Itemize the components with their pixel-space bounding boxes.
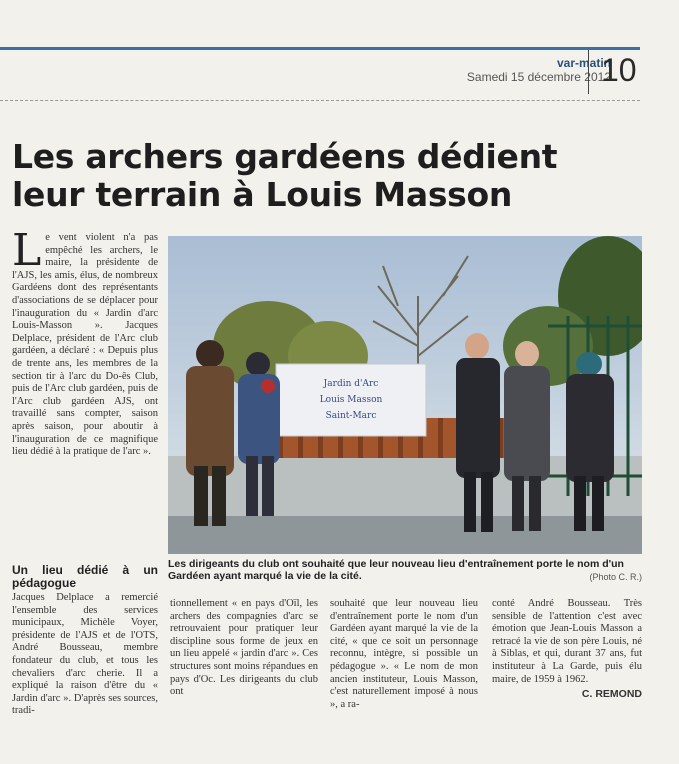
article-column-1 <box>12 225 158 459</box>
header-rule <box>0 47 640 50</box>
article-text-d: conté André Bousseau. Très sensible de l'attention c'est avec émotion que Jean-Louis Masson a retracé la vie de son père Louis, né à Siblas, et qui, durant 37 ans, fut instituteur à La Garde, puis élu maire, de 1959 à 1962. <box>492 598 642 685</box>
article-photo <box>168 236 642 554</box>
article-column-4 <box>492 598 642 701</box>
photo-caption: Les dirigeants du club ont souhaité que leur nouveau lieu d'entraînement porte le nom d'un Gardéen ayant marqué la vie de la cité. <box>168 558 624 582</box>
subheading: Un lieu dédié à un pédagogue <box>12 563 158 590</box>
article-column-1b <box>12 558 158 718</box>
drop-cap: L <box>12 225 42 276</box>
photo-credit: (Photo C. R.) <box>589 572 642 582</box>
headline: Les archers gardéens dédient leur terrain à Louis Masson <box>12 137 558 214</box>
page-number: 10 <box>588 50 637 94</box>
issue-date: Samedi 15 décembre 2012 <box>466 70 611 84</box>
article-column-3: souhaité que leur nouveau lieu d'entraînement porte le nom d'un Gardéen ayant marqué la vie de la cité, « que ce soit un personnage reconnu, intègre, si possible un pédagogue ». « Le nom de mon ancien instituteur, Louis Masson, c'est naturellement imposé à nous », a ra- <box>330 598 478 710</box>
photo-illustration <box>168 236 642 554</box>
article-column-2: tionnellement « en pays d'Oïl, les archers des compagnies d'arc se retrouvaient pour pratiquer leur discipline sous forme de jeux en un lieu appelé « jardin d'arc ». Ces structures sont moins répandues en pays d'Oc. Les dirigeants du club ont <box>170 598 318 698</box>
article-intro: e vent violent n'a pas empêché les archers, le maire, la présidente de l'AJS, les amis, élus, de nombreux Gardéens dont des représentants d'associations de se déplacer pour l'inauguration du « Jardin d'arc Louis-Masson ». Jacques Delplace, président de l'Arc club gardéen, a déclaré : « Depuis plus de trente ans, les membres de la section tir à l'arc du Do-ês Club, puis de l'Arc club gardéen, puis de l'Arc club gardéen AJS, ont travaillé sans compter, saison après saison, pour aboutir à l'inauguration de ce magnifique lieu dédié à la pratique de l'arc ». <box>12 232 158 458</box>
article-text-a2: Jacques Delplace a remercié l'ensemble des services municipaux, Michèle Voyer, présidente de l'AJS et de l'OTS, André Bousseau, membre fondateur du club, et tous les chevaliers d'arc cherie. Il a expliqué la raison d'être du « Jardin d'arc ». D'après ses sources, tradi- <box>12 592 158 717</box>
dashed-divider <box>0 100 640 101</box>
newspaper-name: var-matin <box>556 56 611 70</box>
sign-line-3: Saint-Marc <box>325 411 377 421</box>
sign-line-2: Louis Masson <box>319 395 383 405</box>
sign-line-1: Jardin d'Arc <box>323 379 379 389</box>
byline: C. REMOND <box>581 688 642 701</box>
